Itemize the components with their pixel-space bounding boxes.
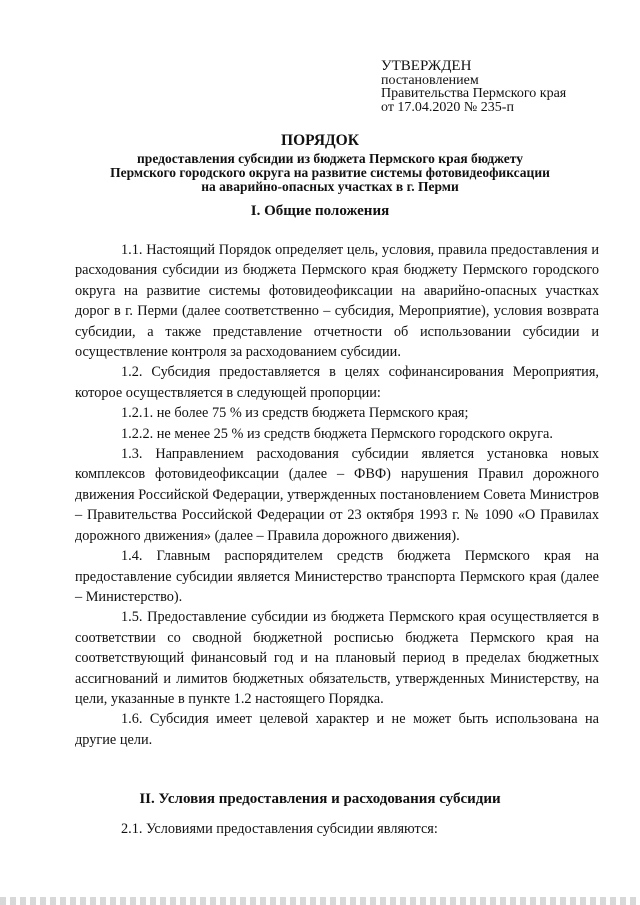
approval-heading: УТВЕРЖДЕН bbox=[381, 58, 472, 74]
paragraph: 1.2.2. не менее 25 % из средств бюджета Пермского городского округа. bbox=[121, 425, 553, 442]
paragraph: 1.5. Предоставление субсидии из бюджета Пермского края осуществляется в соответствии со сводной бюджетной росписью бюджета Пермского края на соответствующий финансовый год и на плановый период в пределах бюджетных ассигнований и лимитов бюджетных обязательств, утвержденных Министерству, на цели, указанные в пункте 1.2 настоящего Порядка. bbox=[75, 609, 599, 707]
paragraph: 1.1. Настоящий Порядок определяет цель, условия, правила предоставления и расходования субсидии из бюджета Пермского края бюджету Пермского городского округа на развитие системы фотовидеофиксации на аварийно-опасных участках дорог в г. Перми (далее соответственно – субсидия, Мероприятие), условия возврата субсидии, а также представление отчетности об использовании субсидии и осуществление контроля за расходованием субсидии. bbox=[75, 242, 599, 361]
paragraph: 1.6. Субсидия имеет целевой характер и не может быть использована на другие цели. bbox=[75, 711, 599, 748]
approval-line: Правительства Пермского края bbox=[381, 86, 567, 101]
subtitle-line: предоставления субсидии из бюджета Пермского края бюджету bbox=[137, 151, 523, 166]
document-body bbox=[75, 240, 599, 750]
paragraph: 1.4. Главным распорядителем средств бюджета Пермского края на предоставление субсидии является Министерство транспорта Пермского края (далее – Министерство). bbox=[75, 548, 599, 605]
scan-artifact-line bbox=[0, 897, 640, 905]
document-subtitle bbox=[60, 152, 600, 194]
document-title: ПОРЯДОК bbox=[281, 132, 359, 149]
approval-date: от 17.04.2020 № 235-п bbox=[381, 99, 514, 115]
paragraph: 1.2. Субсидия предоставляется в целях софинансирования Мероприятия, которое осуществляется в следующей пропорции: bbox=[75, 364, 599, 401]
paragraph: 1.2.1. не более 75 % из средств бюджета Пермского края; bbox=[121, 405, 469, 422]
subtitle-line: Пермского городского округа на развитие системы фотовидеофиксации bbox=[110, 165, 550, 180]
section-heading-1: I. Общие положения bbox=[250, 203, 390, 219]
approval-stamp bbox=[381, 60, 566, 114]
paragraph: 1.3. Направлением расходования субсидии является установка новых комплексов фотовидеофиксации (далее – ФВФ) нарушения Правил дорожного движения Российской Федерации, утвержденных постановлением Совета Министров – Правительства Российской Федерации от 23 октября 1993 г. № 1090 «О Правилах дорожного движения» (далее – Правила дорожного движения). bbox=[75, 446, 599, 544]
paragraph: 2.1. Условиями предоставления субсидии являются: bbox=[121, 821, 438, 837]
section-heading-2: II. Условия предоставления и расходования субсидии bbox=[139, 791, 501, 807]
approval-line: постановлением bbox=[381, 72, 479, 88]
subtitle-line: на аварийно-опасных участках в г. Перми bbox=[201, 179, 459, 194]
